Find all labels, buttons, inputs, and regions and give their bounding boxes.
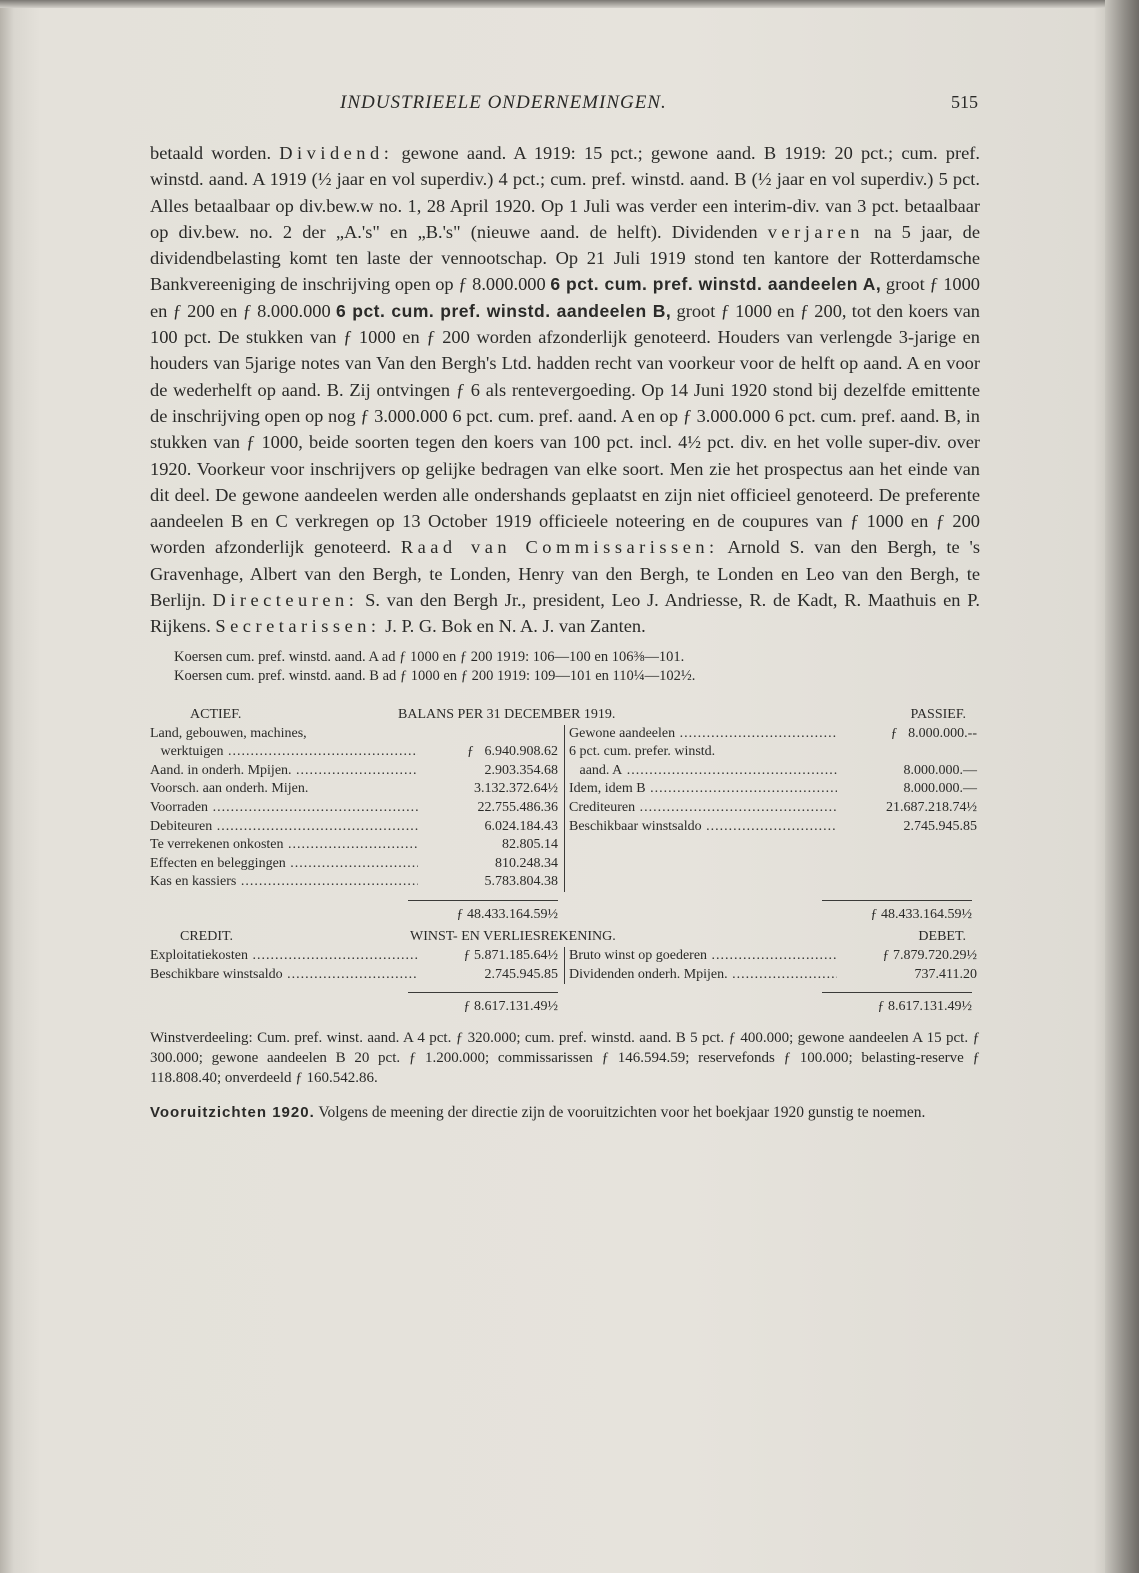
book-binding-edge xyxy=(1105,0,1139,1573)
ledger-amount: 810.248.34 xyxy=(495,855,558,871)
ledger-label: Te verrekenen onkosten ..... xyxy=(150,836,418,855)
text-run: S. van den Bergh Jr., president, Leo J. Andriesse, R. de Kadt, R. Maathuis en P. Rijkens. xyxy=(150,590,980,637)
ledger-amount: ƒ 6.940.908.62 xyxy=(467,744,558,760)
ledger-row xyxy=(150,799,564,818)
pnl-right-total: ƒ 8.617.131.49½ xyxy=(877,999,972,1015)
ledger-row xyxy=(569,799,983,818)
ledger-row xyxy=(150,855,564,874)
ledger-amount: ƒ 5.871.185.64½ xyxy=(463,947,558,963)
balance-title: BALANS PER 31 DECEMBER 1919. xyxy=(398,706,616,722)
total-rule xyxy=(408,992,558,993)
outlook-text: Volgens de meening der directie zijn de vooruitzichten voor het boekjaar 1920 gunstig te noemen. xyxy=(314,1104,926,1122)
dividend-heading: Dividend: xyxy=(279,143,394,163)
bold-issue-b: 6 pct. cum. pref. winstd. aandeelen B, xyxy=(335,300,672,321)
directeuren-heading: Directeuren: xyxy=(212,590,359,611)
ledger-amount: 5.783.804.38 xyxy=(484,874,558,890)
outlook-paragraph xyxy=(150,1102,980,1123)
pnl-heading-row xyxy=(150,928,980,947)
ledger-row xyxy=(569,780,983,799)
ledger-label: Exploitatiekosten ..... xyxy=(150,947,418,966)
text-run: Arnold S. van den Bergh, te 's Gravenhage, Albert van den Bergh, te Londen, Henry van den Bergh, te Londen en Leo van den Bergh, te Berlijn. xyxy=(150,537,980,611)
ledger-label: Bruto winst op goederen ..... xyxy=(569,947,837,966)
ledger-row xyxy=(150,725,564,744)
ledger-amount: 8.000.000.— xyxy=(903,762,977,778)
ledger-row xyxy=(150,818,564,837)
ledger-amount: 737.411.20 xyxy=(914,966,977,982)
pnl-title: WINST- EN VERLIESREKENING. xyxy=(410,928,616,944)
pnl-right-heading: DEBET. xyxy=(918,928,966,944)
total-rule xyxy=(822,900,972,901)
text-run: na 5 jaar, de dividendbelasting komt ten laste der vennootschap. Op 21 Juli 1919 stond ten kantore der Rotterdamsche Bankvereeniging de inschrijving open op ƒ 8.000.000 xyxy=(150,221,980,295)
ledger-amount: 6.024.184.43 xyxy=(484,818,558,834)
ledger-amount: 2.903.354.68 xyxy=(484,762,558,778)
bold-issue-a: 6 pct. cum. pref. winstd. aandeelen A, xyxy=(550,274,882,295)
ledger-row xyxy=(150,947,564,966)
ledger-label: Crediteuren ..... xyxy=(569,799,837,818)
ledger-amount: ƒ 8.000.000.-- xyxy=(890,725,977,741)
text-run: betaald worden. xyxy=(150,143,280,163)
ledger-label: Beschikbare winstsaldo ..... xyxy=(150,966,418,985)
balance-heading-row xyxy=(150,706,980,725)
pnl-left-heading: CREDIT. xyxy=(180,928,234,944)
ledger-row xyxy=(150,762,564,781)
balance-totals xyxy=(150,898,980,924)
ledger-row xyxy=(569,725,983,744)
ledger-row xyxy=(569,743,983,762)
running-head: INDUSTRIEELE ONDERNEMINGEN. xyxy=(340,92,667,113)
ledger-label: Voorsch. aan onderh. Mijen. xyxy=(150,781,309,797)
koersen-line-a: Koersen cum. pref. winstd. aand. A ad ƒ 1000 en ƒ 200 1919: 106—100 en 106⅜—101. xyxy=(174,648,685,665)
profit-loss-account xyxy=(150,928,980,1016)
pnl-columns xyxy=(150,947,980,984)
ledger-row xyxy=(150,966,564,985)
ledger-label: Voorraden ..... xyxy=(150,799,418,818)
total-rule xyxy=(408,900,558,901)
ledger-label: Kas en kassiers ..... xyxy=(150,873,418,892)
ledger-amount: 2.745.945.85 xyxy=(903,818,977,834)
page-top-edge xyxy=(0,0,1139,8)
verjaren-heading: verjaren xyxy=(767,221,864,242)
ledger-amount: 8.000.000.— xyxy=(903,781,977,797)
page-header xyxy=(150,92,980,126)
balance-left-total-cell xyxy=(150,898,564,924)
ledger-label: Land, gebouwen, machines, xyxy=(150,725,307,741)
pnl-debet-column xyxy=(565,947,983,984)
text-run: J. P. G. Bok en N. A. J. van Zanten. xyxy=(380,616,646,637)
text-run: groot ƒ 1000 en ƒ 200 en ƒ 8.000.000 xyxy=(150,274,980,321)
ledger-amount: 3.132.372.64½ xyxy=(474,781,558,797)
page-number: 515 xyxy=(951,92,978,112)
ledger-row xyxy=(569,966,983,985)
balance-right-heading: PASSIEF. xyxy=(910,706,966,722)
outlook-heading: Vooruitzichten 1920. xyxy=(150,1104,315,1122)
koersen-block xyxy=(174,648,980,686)
body-text xyxy=(150,140,980,640)
ledger-label: Aand. in onderh. Mpijen. ..... xyxy=(150,762,418,781)
ledger-amount: 82.805.14 xyxy=(502,837,558,853)
balance-right-total-cell xyxy=(564,898,978,924)
ledger-row xyxy=(150,873,564,892)
ledger-amount: 21.687.218.74½ xyxy=(886,800,977,816)
ledger-amount: ƒ 7.879.720.29½ xyxy=(882,947,977,963)
raad-heading: Raad van Commissarissen: xyxy=(400,537,719,558)
text-run: gewone aand. A 1919: 15 pct.; gewone aand. B 1919: 20 pct.; cum. pref. winstd. aand. A 1919 (½ jaar en vol superdiv.) 4 pct.; cum. pref. winstd. aand. B (½ jaar en vol superdiv.) 5 pct. Alles betaalbaar op div.bew.w no. 1, 28 April 1920. Op 1 Juli was verder een interim-div. van 3 pct. betaalbaar op div.bew. no. 2 der „A.'s" en „B.'s" (nieuwe aand. de helft). Dividenden xyxy=(150,143,980,242)
ledger-row xyxy=(569,947,983,966)
pnl-totals xyxy=(150,990,980,1016)
winstverdeeling-note: Winstverdeeling: Cum. pref. winst. aand. A 4 pct. ƒ 320.000; cum. pref. winstd. aand. B 5 pct. ƒ 400.000; gewone aandeelen A 15 pct. ƒ 300.000; gewone aandeelen B 20 pct. ƒ 1.200.000; commissarissen ƒ 146.594.59; reservefonds ƒ 100.000; belasting-reserve ƒ 118.808.40; onverdeeld ƒ 160.542.86. xyxy=(150,1030,980,1087)
body-paragraph xyxy=(150,140,980,640)
balance-columns xyxy=(150,725,980,892)
balance-right-total: ƒ 48.433.164.59½ xyxy=(870,906,972,922)
ledger-row xyxy=(150,743,564,762)
pnl-right-total-cell xyxy=(564,990,978,1016)
balance-left-heading: ACTIEF. xyxy=(190,706,242,722)
ledger-amount xyxy=(418,725,564,744)
ledger-label: Idem, idem B ..... xyxy=(569,780,837,799)
pnl-left-total-cell xyxy=(150,990,564,1016)
pnl-credit-column xyxy=(150,947,565,984)
total-rule xyxy=(822,992,972,993)
balance-passief-column xyxy=(565,725,983,892)
pnl-left-total: ƒ 8.617.131.49½ xyxy=(463,999,558,1015)
ledger-label: Gewone aandeelen ..... xyxy=(569,725,837,744)
ledger-row xyxy=(150,780,564,799)
ledger-label: Debiteuren ..... xyxy=(150,818,418,837)
balance-left-total: ƒ 48.433.164.59½ xyxy=(456,906,558,922)
ledger-label: 6 pct. cum. prefer. winstd. xyxy=(569,744,716,760)
ledger-row xyxy=(150,836,564,855)
ledger-label: werktuigen ..... xyxy=(150,743,418,762)
ledger-row xyxy=(569,762,983,781)
page-content xyxy=(150,92,980,1123)
text-run: groot ƒ 1000 en ƒ 200, tot den koers van 100 pct. De stukken van ƒ 1000 en ƒ 200 worden afzonderlijk genoteerd. Houders van verlengde 3-jarige en houders van 5jarige notes van Van den Bergh's Ltd. hadden recht van voorkeur voor de helft op aand. A en voor de wederhelft op aand. B. Zij ontvingen ƒ 6 als rentevergoeding. Op 14 Juni 1920 stond bij dezelfde emittente de inschrijving open op nog ƒ 3.000.000 6 pct. cum. pref. aand. A en op ƒ 3.000.000 6 pct. cum. pref. aand. B, in stukken van ƒ 1000, beide soorten tegen den koers van 100 pct. incl. 4½ pct. div. en het volle super-div. over 1920. Voorkeur voor inschrijvers op gelijke bedragen van elke soort. Men zie het prospectus aan het einde van dit deel. De gewone aandeelen werden alle ondershands geplaatst en zijn niet officieel genoteerd. De preferente aandeelen B en C verkregen op 13 October 1919 officieele noteering en de coupures van ƒ 1000 en ƒ 200 worden afzonderlijk genoteerd. xyxy=(150,300,980,558)
ledger-row xyxy=(569,818,983,837)
ledger-label: Beschikbaar winstsaldo ..... xyxy=(569,818,837,837)
balance-actief-column xyxy=(150,725,565,892)
secretarissen-heading: Secretarissen: xyxy=(215,616,381,637)
ledger-label: Dividenden onderh. Mpijen. ..... xyxy=(569,966,837,985)
ledger-amount: 2.745.945.85 xyxy=(484,966,558,982)
ledger-label: aand. A ..... xyxy=(569,762,837,781)
ledger-amount: 22.755.486.36 xyxy=(477,800,558,816)
koersen-line-b: Koersen cum. pref. winstd. aand. B ad ƒ 1000 en ƒ 200 1919: 109—101 en 110¼—102½. xyxy=(174,667,696,684)
ledger-amount xyxy=(837,743,983,762)
balance-sheet xyxy=(150,706,980,924)
ledger-label: Effecten en beleggingen ..... xyxy=(150,855,418,874)
